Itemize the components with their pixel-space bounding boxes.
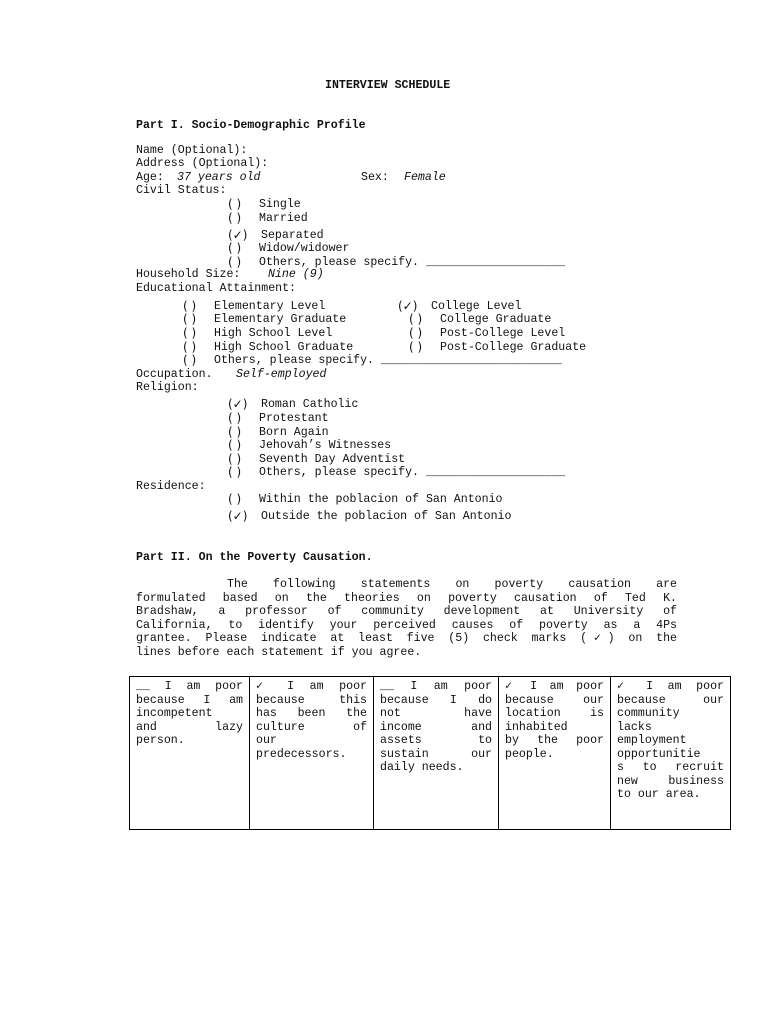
checkbox[interactable]: ( ) (228, 438, 242, 452)
checkbox[interactable]: ( ) (409, 340, 423, 354)
statement-line: ✓ I am poor (617, 680, 724, 693)
checkbox[interactable]: ( ) (228, 255, 242, 269)
statement-line: ✓ I am poor (505, 680, 604, 693)
statement-line: sustain our (380, 747, 492, 761)
checkbox[interactable]: ( ) (183, 340, 197, 354)
option-label: Elementary Level (214, 300, 326, 313)
statement-line: ✓ I am poor (256, 680, 367, 693)
statement-line: opportunitie (617, 747, 701, 761)
statement-line: employment (617, 734, 687, 747)
checkbox[interactable]: (✓) (228, 509, 248, 523)
paragraph-line: formulated based on the theories on poverty causation of Ted K. (136, 591, 677, 605)
option-label: Others, please specify. ____________________ (259, 466, 566, 479)
household-value: Nine (9) (268, 268, 324, 281)
statement-line: people. (505, 747, 554, 761)
option-label: Married (259, 212, 308, 225)
age-label: Age: (136, 171, 164, 184)
statement-line: our (256, 734, 277, 747)
age-value: 37 years old (177, 171, 261, 184)
address-label: Address (Optional): (136, 157, 269, 170)
option-label: College Graduate (440, 313, 552, 326)
part2-heading: Part II. On the Poverty Causation. (136, 551, 373, 564)
statement-line: to our area. (617, 788, 701, 801)
statement-line: predecessors. (256, 747, 347, 761)
statement-cell[interactable] (130, 677, 250, 829)
option-label: Others, please specify. ____________________ (259, 256, 566, 269)
statement-line: because our (505, 693, 604, 707)
statement-line: because I do (380, 693, 492, 707)
statement-line: __ I am poor (136, 680, 243, 693)
checkbox[interactable]: ( ) (409, 326, 423, 340)
option-label: Post-College Graduate (440, 341, 587, 354)
option-label: Jehovah’s Witnesses (259, 439, 392, 452)
paragraph-line: grantee. Please indicate at least five (5) check marks (✓) on the (136, 632, 677, 645)
checkbox[interactable]: ( ) (183, 353, 197, 367)
statement-line: location is (505, 707, 604, 720)
civil-status-label: Civil Status: (136, 184, 227, 197)
paragraph-line: lines before each statement if you agree. (136, 645, 422, 659)
checkbox[interactable]: ( ) (183, 299, 197, 313)
statement-line: __ I am poor (380, 680, 492, 693)
option-label: Separated (261, 229, 324, 242)
statement-line: inhabited (505, 720, 568, 734)
education-label: Educational Attainment: (136, 282, 297, 295)
checkbox[interactable]: ( ) (228, 452, 242, 466)
paragraph-line: Bradshaw, a professor of community development at University of (136, 605, 677, 618)
checkbox[interactable]: (✓) (228, 228, 248, 242)
statement-line: lacks (617, 720, 652, 734)
checkbox[interactable]: (✓) (398, 299, 418, 313)
statement-line: culture of (256, 720, 367, 734)
option-label: High School Graduate (214, 341, 354, 354)
statement-line: by the poor (505, 734, 604, 747)
checkbox[interactable]: ( ) (228, 492, 242, 506)
option-label: Post-College Level (440, 327, 566, 340)
paragraph-line: The following statements on poverty causation are (227, 578, 677, 591)
statement-cell[interactable] (374, 677, 499, 829)
option-label: High School Level (214, 327, 333, 340)
option-label: Widow/widower (259, 242, 350, 255)
poverty-statements-table (129, 676, 731, 830)
checkbox[interactable]: (✓) (228, 397, 248, 411)
statement-line: new business (617, 774, 724, 788)
residence-label: Residence: (136, 480, 206, 493)
occupation-value: Self-employed (236, 368, 327, 381)
option-label: Seventh Day Adventist (259, 453, 406, 466)
option-label: Outside the poblacion of San Antonio (261, 510, 512, 523)
checkbox[interactable]: ( ) (228, 211, 242, 225)
statement-cell[interactable] (499, 677, 611, 829)
statement-line: community (617, 707, 680, 720)
part1-heading: Part I. Socio-Demographic Profile (136, 119, 366, 132)
statement-line: assets to (380, 734, 492, 747)
occupation-label: Occupation. (136, 368, 213, 381)
option-label: Protestant (259, 412, 329, 425)
sex-label: Sex: (361, 171, 389, 184)
option-label: Roman Catholic (261, 398, 359, 411)
checkbox[interactable]: ( ) (228, 197, 242, 211)
statement-line: income and (380, 720, 492, 734)
statement-cell[interactable] (611, 677, 730, 829)
page-title: INTERVIEW SCHEDULE (325, 79, 451, 92)
option-label: Single (259, 198, 301, 211)
name-label: Name (Optional): (136, 144, 248, 157)
statement-line: s to recruit (617, 761, 724, 774)
checkbox[interactable]: ( ) (183, 326, 197, 340)
option-label: Others, please specify. __________________________ (214, 354, 562, 367)
statement-line: not have (380, 707, 492, 720)
checkbox[interactable]: ( ) (228, 425, 242, 439)
statement-line: because I am (136, 693, 243, 707)
statement-line: incompetent (136, 707, 213, 720)
statement-line: has been the (256, 707, 367, 720)
statement-cell[interactable] (250, 677, 374, 829)
option-label: Within the poblacion of San Antonio (259, 493, 503, 506)
instructions-paragraph (136, 578, 677, 659)
sex-value: Female (404, 171, 446, 184)
statement-line: because our (617, 693, 724, 707)
checkbox[interactable]: ( ) (409, 312, 423, 326)
religion-label: Religion: (136, 381, 199, 394)
household-label: Household Size: (136, 268, 241, 281)
statement-line: daily needs. (380, 761, 464, 774)
statement-line: and lazy (136, 720, 243, 734)
option-label: College Level (431, 300, 522, 313)
option-label: Elementary Graduate (214, 313, 347, 326)
statement-line: person. (136, 734, 185, 747)
checkbox[interactable]: ( ) (183, 312, 197, 326)
checkbox[interactable]: ( ) (228, 241, 242, 255)
checkbox[interactable]: ( ) (228, 465, 242, 479)
statement-line: because this (256, 693, 367, 707)
option-label: Born Again (259, 426, 329, 439)
checkbox[interactable]: ( ) (228, 411, 242, 425)
paragraph-line: California, to identify your perceived causes of poverty as a 4Ps (136, 618, 677, 632)
